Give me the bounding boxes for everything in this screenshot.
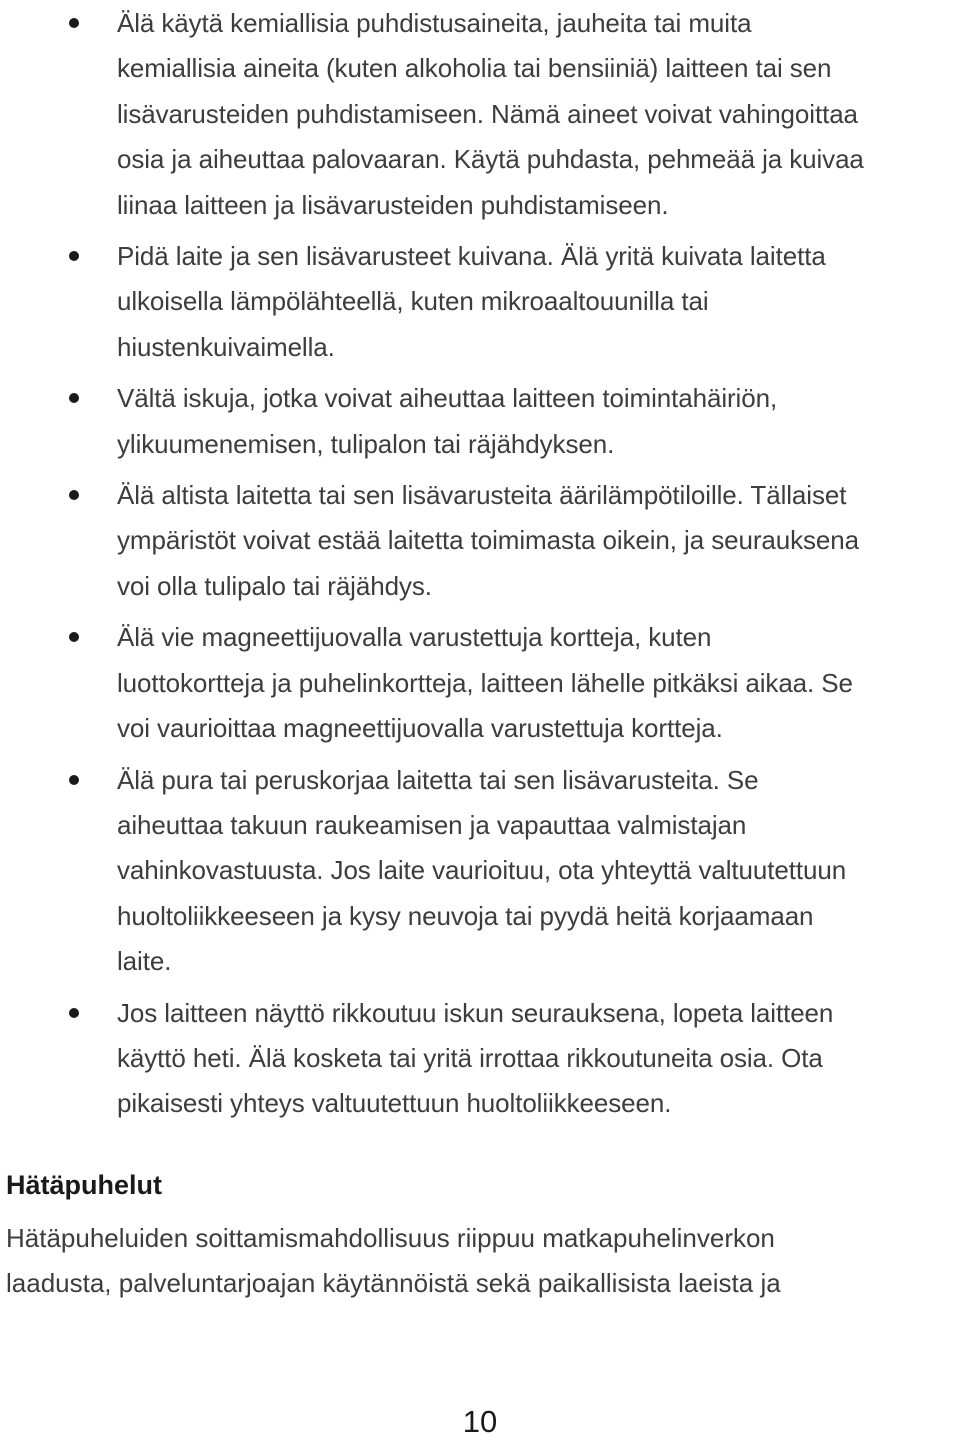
section-body-text: Hätäpuheluiden soittamismahdollisuus riippuu matkapuhelinverkon laadusta, palveluntarjoajan käytännöistä sekä paikallisista laeista ja [6, 1223, 781, 1299]
bullet-text: Älä pura tai peruskorjaa laitetta tai sen lisävarusteita. Se aiheuttaa takuun raukeamisen ja vapauttaa valmistajan vahinkovastuusta. Jos laite vaurioituu, ota yhteyttä valtuutettuun huoltoliikkeeseen ja kysy neuvoja tai pyydä heitä korjaamaan laite. [117, 764, 847, 977]
bullet-item-cleaning [0, 1, 960, 228]
bullet-item-magnetic-cards [0, 615, 960, 751]
bullet-dot-icon [69, 490, 79, 500]
bullet-dot-icon [69, 18, 79, 28]
bullet-item-no-disassembly [0, 758, 960, 985]
bullet-text: Jos laitteen näyttö rikkoutuu iskun seurauksena, lopeta laitteen käyttö heti. Älä kosketa tai yritä irrottaa rikkoutuneita osia. Ota pikaisesti yhteys valtuutettuun huoltoliikkeeseen. [117, 997, 834, 1119]
safety-bullet-list [0, 1, 960, 1133]
bullet-text: Älä altista laitetta tai sen lisävarusteita äärilämpötiloille. Tällaiset ympäristöt voivat estää laitetta toimimasta oikein, ja seurauksena voi olla tulipalo tai räjähdys. [117, 480, 859, 601]
bullet-dot-icon [69, 251, 79, 261]
bullet-text: Älä käytä kemiallisia puhdistusaineita, jauheita tai muita kemiallisia aineita (kuten alkoholia tai bensiiniä) laitteen tai sen lisävarusteiden puhdistamiseen. Nämä aineet voivat vahingoittaa osia ja aiheuttaa palovaaran. Käytä puhdasta, pehmeää ja kuivaa liinaa laitteen ja lisävarusteiden puhdistamiseen. [117, 8, 864, 220]
bullet-dot-icon [69, 1008, 79, 1018]
bullet-dot-icon [69, 775, 79, 785]
bullet-item-broken-screen [0, 991, 960, 1127]
bullet-item-extreme-temperatures [0, 473, 960, 609]
section-heading: Hätäpuhelut [6, 1170, 163, 1200]
bullet-text: Vältä iskuja, jotka voivat aiheuttaa laitteen toimintahäiriön, ylikuumenemisen, tulipalon tai räjähdyksen. [117, 383, 778, 459]
bullet-dot-icon [69, 393, 79, 403]
bullet-text: Älä vie magneettijuovalla varustettuja kortteja, kuten luottokortteja ja puhelinkortteja, laitteen lähelle pitkäksi aikaa. Se voi vaurioittaa magneettijuovalla varustettuja kortteja. [117, 622, 853, 744]
bullet-text: Pidä laite ja sen lisävarusteet kuivana. Älä yritä kuivata laitetta ulkoisella lämpölähteellä, kuten mikroaaltouunilla tai hiustenkuivaimella. [117, 241, 826, 362]
bullet-dot-icon [69, 632, 79, 642]
bullet-item-avoid-impacts [0, 376, 960, 467]
page-number: 10 [462, 1404, 498, 1439]
bullet-item-keep-dry [0, 234, 960, 370]
